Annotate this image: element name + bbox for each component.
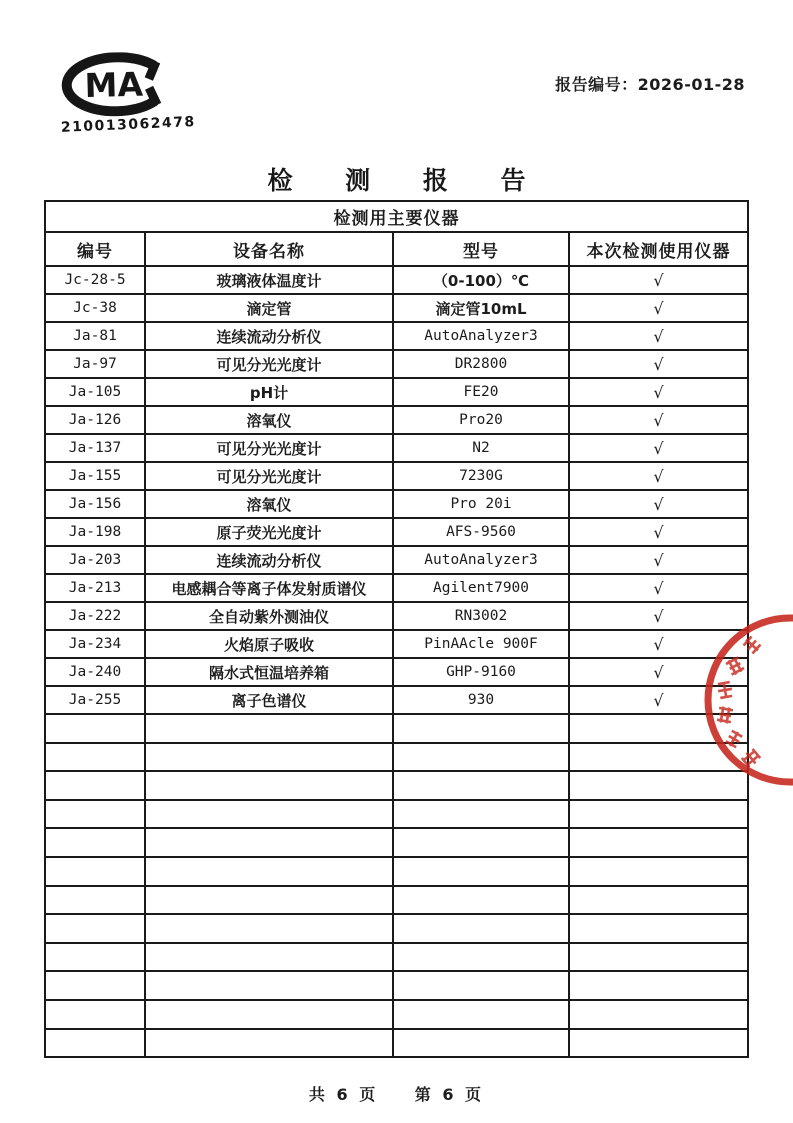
empty-cell [145, 743, 393, 772]
empty-cell [45, 971, 145, 1000]
table-row [45, 518, 748, 546]
table-row [45, 294, 748, 322]
empty-cell [145, 914, 393, 943]
table-row [45, 658, 748, 686]
table-row [45, 546, 748, 574]
empty-cell [145, 886, 393, 915]
instrument-model-cell: AutoAnalyzer3 [393, 322, 569, 350]
empty-table-row [45, 971, 748, 1000]
instrument-id-cell: Ja-234 [45, 630, 145, 658]
cma-logo [57, 50, 196, 135]
instrument-model-cell: Pro20 [393, 406, 569, 434]
instrument-used-cell: √ [569, 630, 748, 658]
column-header-0: 编号 [45, 232, 145, 266]
empty-cell [145, 857, 393, 886]
table-row [45, 602, 748, 630]
table-row [45, 686, 748, 714]
instrument-used-cell: √ [569, 266, 748, 294]
empty-table-row [45, 857, 748, 886]
instrument-name-cell: 溶氧仪 [145, 490, 393, 518]
empty-cell [145, 714, 393, 743]
instrument-name-cell: 电感耦合等离子体发射质谱仪 [145, 574, 393, 602]
empty-table-row [45, 800, 748, 829]
instrument-name-cell: 滴定管 [145, 294, 393, 322]
empty-cell [393, 743, 569, 772]
empty-cell [569, 800, 748, 829]
instrument-used-cell: √ [569, 574, 748, 602]
instrument-model-cell: AFS-9560 [393, 518, 569, 546]
empty-cell [569, 714, 748, 743]
empty-table-row [45, 886, 748, 915]
empty-table-row [45, 828, 748, 857]
instrument-model-cell: 滴定管10mL [393, 294, 569, 322]
report-number [555, 72, 745, 95]
empty-cell [393, 943, 569, 972]
empty-cell [569, 828, 748, 857]
instrument-model-cell: FE20 [393, 378, 569, 406]
instrument-model-cell: RN3002 [393, 602, 569, 630]
table-row [45, 378, 748, 406]
empty-cell [45, 743, 145, 772]
empty-cell [45, 714, 145, 743]
empty-cell [45, 857, 145, 886]
footer-current-page: 第 6 页 [414, 1085, 485, 1104]
empty-cell [569, 1029, 748, 1058]
table-row [45, 266, 748, 294]
instrument-id-cell: Ja-222 [45, 602, 145, 630]
instrument-name-cell: 可见分光光度计 [145, 350, 393, 378]
instrument-id-cell: Ja-240 [45, 658, 145, 686]
empty-cell [45, 828, 145, 857]
instrument-used-cell: √ [569, 434, 748, 462]
empty-cell [569, 943, 748, 972]
report-number-value: 2026-01-28 [637, 75, 745, 94]
instrument-used-cell: √ [569, 658, 748, 686]
table-row [45, 490, 748, 518]
empty-cell [145, 1029, 393, 1058]
empty-cell [145, 1000, 393, 1029]
table-header-row [45, 232, 748, 266]
empty-cell [145, 971, 393, 1000]
empty-cell [145, 828, 393, 857]
instrument-model-cell: AutoAnalyzer3 [393, 546, 569, 574]
table-caption-row [45, 201, 748, 232]
page-title: 检 测 报 告 [267, 166, 548, 195]
empty-cell [45, 886, 145, 915]
empty-cell [45, 1029, 145, 1058]
instrument-name-cell: 溶氧仪 [145, 406, 393, 434]
instrument-name-cell: 火焰原子吸收 [145, 630, 393, 658]
instrument-model-cell: 930 [393, 686, 569, 714]
column-header-3: 本次检测使用仪器 [569, 232, 748, 266]
instrument-used-cell: √ [569, 350, 748, 378]
instrument-id-cell: Ja-97 [45, 350, 145, 378]
table-row [45, 630, 748, 658]
instrument-id-cell: Ja-203 [45, 546, 145, 574]
empty-cell [569, 771, 748, 800]
empty-table-row [45, 943, 748, 972]
instrument-id-cell: Ja-213 [45, 574, 145, 602]
empty-table-row [45, 1029, 748, 1058]
instrument-used-cell: √ [569, 406, 748, 434]
empty-cell [145, 800, 393, 829]
column-header-2: 型号 [393, 232, 569, 266]
cma-logo-number: 210013062478 [60, 114, 197, 136]
empty-cell [569, 857, 748, 886]
empty-cell [393, 800, 569, 829]
empty-table-row [45, 743, 748, 772]
instrument-model-cell: GHP-9160 [393, 658, 569, 686]
instrument-id-cell: Ja-198 [45, 518, 145, 546]
instrument-model-cell: N2 [393, 434, 569, 462]
cma-letters: MA [84, 64, 144, 106]
table-row [45, 322, 748, 350]
table-row [45, 462, 748, 490]
instrument-name-cell: 连续流动分析仪 [145, 546, 393, 574]
empty-cell [393, 714, 569, 743]
instrument-id-cell: Ja-155 [45, 462, 145, 490]
instrument-name-cell: 全自动紫外测油仪 [145, 602, 393, 630]
instrument-id-cell: Ja-156 [45, 490, 145, 518]
instrument-used-cell: √ [569, 378, 748, 406]
empty-cell [569, 971, 748, 1000]
instrument-used-cell: √ [569, 686, 748, 714]
footer-total-pages: 共 6 页 [308, 1085, 379, 1104]
empty-cell [569, 886, 748, 915]
report-number-label: 报告编号： [555, 75, 638, 94]
empty-cell [569, 914, 748, 943]
instrument-name-cell: 连续流动分析仪 [145, 322, 393, 350]
empty-cell [45, 771, 145, 800]
instrument-model-cell: （0-100）℃ [393, 266, 569, 294]
instrument-id-cell: Ja-137 [45, 434, 145, 462]
instrument-id-cell: Ja-105 [45, 378, 145, 406]
instrument-id-cell: Jc-28-5 [45, 266, 145, 294]
instrument-name-cell: 隔水式恒温培养箱 [145, 658, 393, 686]
instrument-model-cell: Pro 20i [393, 490, 569, 518]
empty-cell [145, 771, 393, 800]
instrument-id-cell: Ja-81 [45, 322, 145, 350]
instrument-used-cell: √ [569, 294, 748, 322]
empty-cell [45, 1000, 145, 1029]
instrument-model-cell: DR2800 [393, 350, 569, 378]
empty-cell [569, 743, 748, 772]
empty-table-row [45, 714, 748, 743]
instrument-used-cell: √ [569, 462, 748, 490]
empty-cell [45, 943, 145, 972]
instrument-name-cell: pH计 [145, 378, 393, 406]
empty-table-row [45, 771, 748, 800]
empty-cell [393, 1029, 569, 1058]
empty-cell [393, 886, 569, 915]
column-header-1: 设备名称 [145, 232, 393, 266]
instrument-name-cell: 可见分光光度计 [145, 462, 393, 490]
empty-cell [45, 800, 145, 829]
page-footer [0, 1082, 793, 1105]
table-caption: 检测用主要仪器 [45, 201, 748, 232]
empty-cell [393, 914, 569, 943]
empty-cell [393, 857, 569, 886]
cma-mark-icon [57, 51, 171, 118]
instrument-used-cell: √ [569, 322, 748, 350]
instrument-model-cell: 7230G [393, 462, 569, 490]
instrument-used-cell: √ [569, 490, 748, 518]
instrument-name-cell: 可见分光光度计 [145, 434, 393, 462]
empty-cell [569, 1000, 748, 1029]
instrument-model-cell: Agilent7900 [393, 574, 569, 602]
instrument-id-cell: Ja-255 [45, 686, 145, 714]
instrument-name-cell: 离子色谱仪 [145, 686, 393, 714]
instrument-name-cell: 玻璃液体温度计 [145, 266, 393, 294]
empty-cell [393, 828, 569, 857]
table-row [45, 434, 748, 462]
empty-cell [45, 914, 145, 943]
instrument-used-cell: √ [569, 602, 748, 630]
table-row [45, 350, 748, 378]
table-row [45, 574, 748, 602]
empty-table-row [45, 1000, 748, 1029]
instrument-name-cell: 原子荧光光度计 [145, 518, 393, 546]
instrument-used-cell: √ [569, 546, 748, 574]
empty-cell [393, 771, 569, 800]
instrument-id-cell: Ja-126 [45, 406, 145, 434]
instrument-table [44, 200, 749, 1058]
instrument-id-cell: Jc-38 [45, 294, 145, 322]
table-row [45, 406, 748, 434]
empty-cell [393, 1000, 569, 1029]
empty-table-row [45, 914, 748, 943]
empty-cell [393, 971, 569, 1000]
empty-cell [145, 943, 393, 972]
instrument-model-cell: PinAAcle 900F [393, 630, 569, 658]
instrument-used-cell: √ [569, 518, 748, 546]
